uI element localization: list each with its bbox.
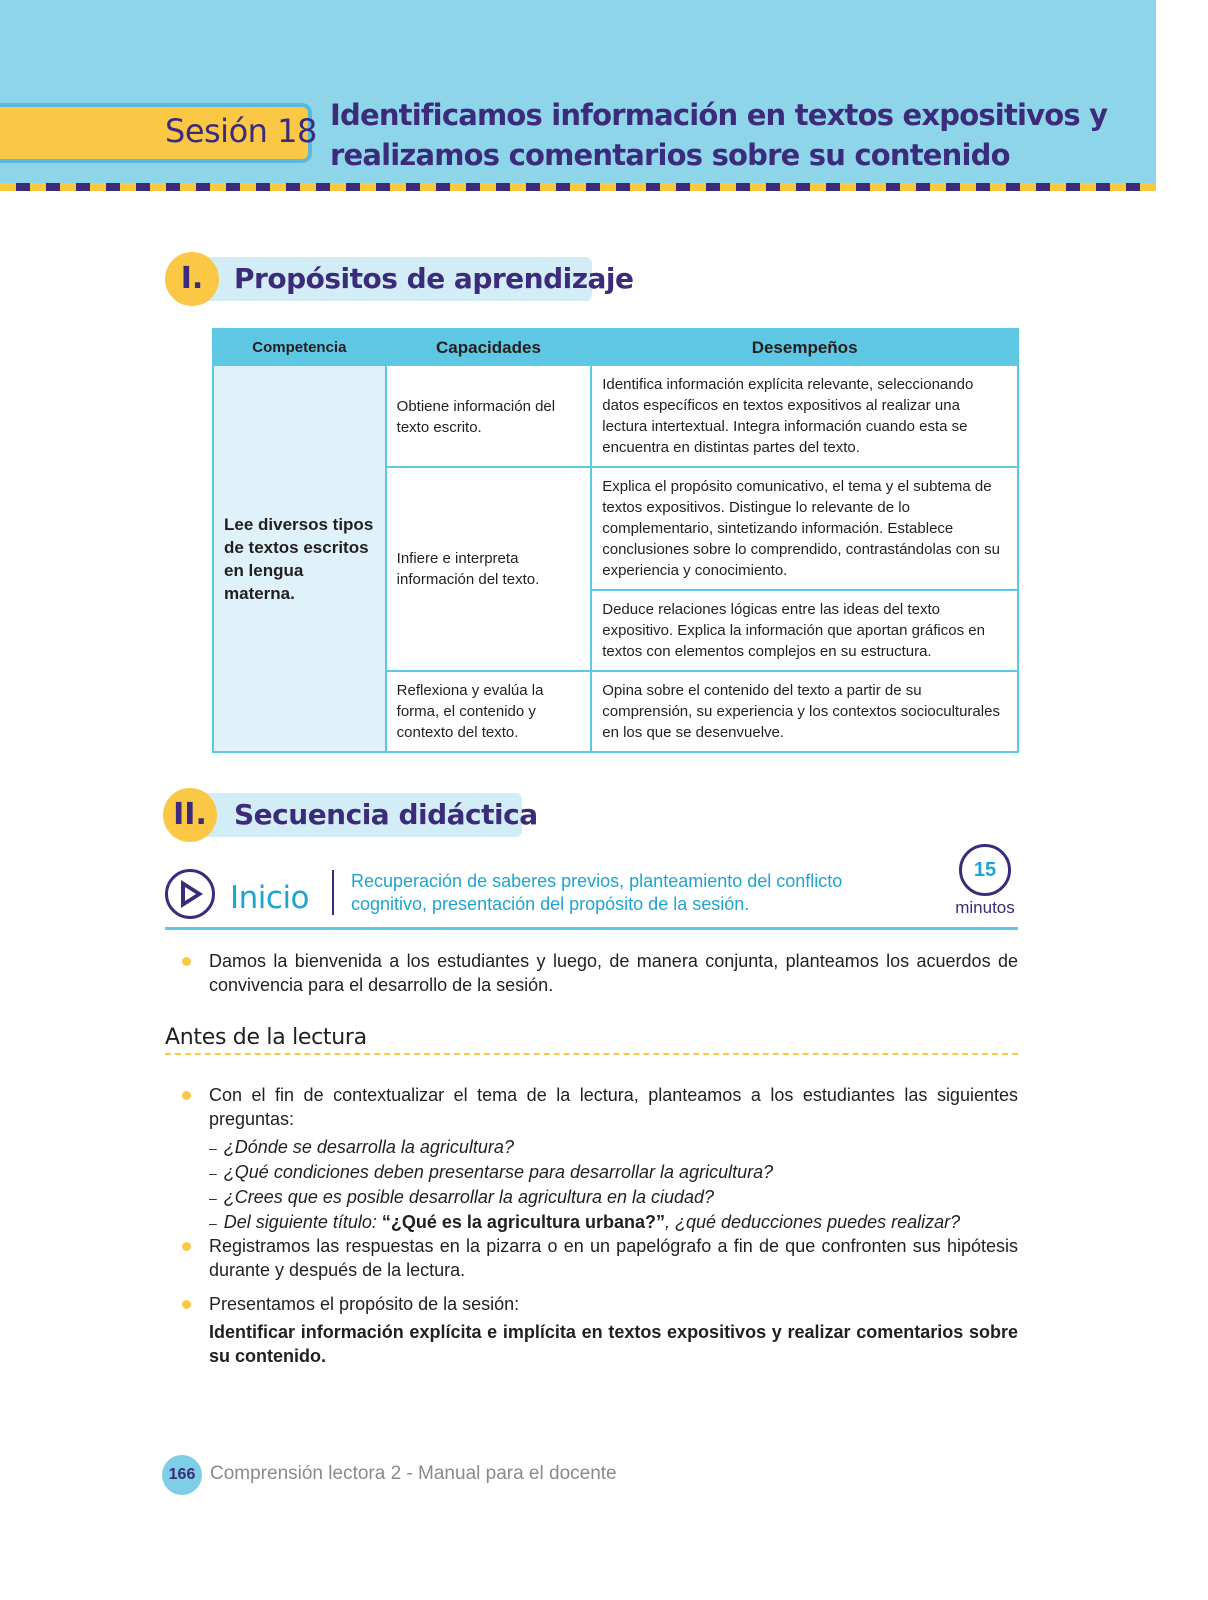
- bullet-icon: [182, 1091, 191, 1100]
- paragraph-welcome: Damos la bienvenida a los estudiantes y luego, de manera conjunta, planteamos los acuerdos de convivencia para el desarrollo de la sesión.: [209, 951, 1018, 995]
- capacidad-cell: Obtiene información del texto escrito.: [386, 365, 592, 467]
- bullet-icon: [182, 957, 191, 966]
- competencia-cell: Lee diversos tipos de textos escritos en lengua materna.: [213, 365, 386, 752]
- table-header-row: [213, 329, 1018, 365]
- section1-numeral: I.: [165, 252, 219, 306]
- session-title-line2: realizamos comentarios sobre su contenido: [330, 138, 1010, 172]
- paragraph-present: Presentamos el propósito de la sesión:: [209, 1294, 520, 1314]
- list-item: – Del siguiente título: “¿Qué es la agricultura urbana?”, ¿qué deducciones puedes realizar?: [209, 1212, 961, 1232]
- list-item: – ¿Crees que es posible desarrollar la agricultura en la ciudad?: [209, 1187, 715, 1207]
- inicio-separator: [332, 870, 334, 915]
- session-title-line1: Identificamos información en textos expositivos y: [330, 98, 1108, 132]
- section1-title: Propósitos de aprendizaje: [234, 262, 634, 295]
- section2-title: Secuencia didáctica: [234, 798, 538, 831]
- list-item: – ¿Qué condiciones deben presentarse para desarrollar la agricultura?: [209, 1162, 774, 1182]
- session-title: [330, 95, 1130, 175]
- title-quote: “¿Qué es la agricultura urbana?”: [381, 1212, 665, 1232]
- questions-list: [209, 1135, 1018, 1235]
- play-icon-inner: [185, 887, 196, 901]
- capacidad-cell: Reflexiona y evalúa la forma, el contenido y contexto del texto.: [386, 671, 592, 752]
- desempeno-cell: Identifica información explícita relevante, seleccionando datos específicos en textos expositivos al realizar una lectura intertextual. Integra información cuando esta se encuentra en distintas partes del texto.: [591, 365, 1018, 467]
- learning-purposes-table: [212, 328, 1019, 753]
- inicio-underline: [165, 927, 1018, 930]
- desempeno-cell: Opina sobre el contenido del texto a partir de su comprensión, su experiencia y los contextos socioculturales en los que se desenvuelve.: [591, 671, 1018, 752]
- clock-icon: [959, 844, 1011, 896]
- header-competencia: Competencia: [213, 329, 386, 365]
- list-item: – ¿Dónde se desarrolla la agricultura?: [209, 1137, 514, 1157]
- header-dashed-strip: [0, 183, 1156, 191]
- inicio-label: Inicio: [230, 880, 310, 916]
- minutes-label: minutos: [955, 898, 1015, 917]
- inicio-description: Recuperación de saberes previos, planteamiento del conflicto cognitivo, presentación del propósito de la sesión.: [351, 871, 843, 914]
- paragraph-register: Registramos las respuestas en la pizarra o en un papelógrafo a fin de que confronten sus hipótesis durante y después de la lectura.: [209, 1236, 1018, 1280]
- bullet-icon: [182, 1242, 191, 1251]
- header-capacidades: Capacidades: [386, 329, 592, 365]
- desempeno-cell: Explica el propósito comunicativo, el tema y el subtema de textos expositivos. Distingue lo relevante de lo complementario, sintetizando información. Establece conclusiones sobre lo comprendido, contrastándolas con su experiencia y conocimiento.: [591, 467, 1018, 590]
- page-number: 166: [162, 1455, 202, 1495]
- subheading-antes: Antes de la lectura: [165, 1025, 367, 1050]
- subheading-divider: [165, 1053, 1018, 1055]
- paragraph-context: Con el fin de contextualizar el tema de la lectura, planteamos a los estudiantes las siguientes preguntas:: [209, 1085, 1018, 1129]
- capacidad-cell: Infiere e interpreta información del texto.: [386, 467, 592, 671]
- header-desempenos: Desempeños: [591, 329, 1018, 365]
- table-row: [213, 365, 1018, 467]
- section2-numeral: II.: [163, 788, 217, 842]
- desempeno-cell: Deduce relaciones lógicas entre las ideas del texto expositivo. Explica la información que aportan gráficos en textos con elementos complejos en su estructura.: [591, 590, 1018, 671]
- bullet-icon: [182, 1300, 191, 1309]
- session-label: Sesión 18: [165, 112, 317, 150]
- footer-book-title: Comprensión lectora 2 - Manual para el docente: [210, 1463, 617, 1484]
- session-purpose: Identificar información explícita e implícita en textos expositivos y realizar comentarios sobre su contenido.: [209, 1322, 1018, 1366]
- minutes-value: 15: [973, 859, 997, 881]
